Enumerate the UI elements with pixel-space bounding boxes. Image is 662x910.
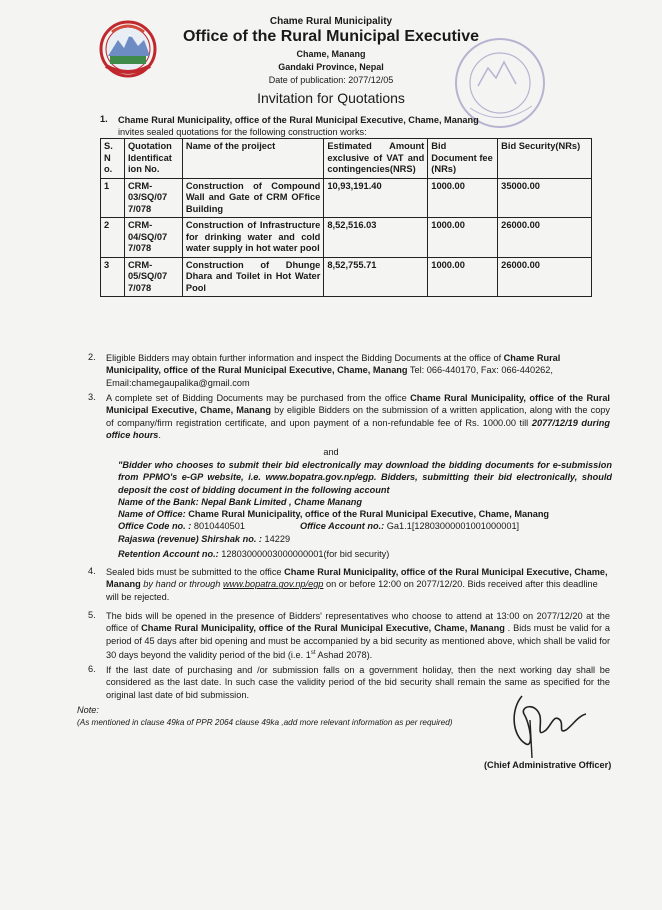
- item-2-office: Chame Rural Municipality, office of the Rural Municipal Executive, Chame, Manang: [106, 353, 561, 376]
- address-line-2: Gandaki Province, Nepal: [278, 62, 384, 72]
- bank-name: Name of the Bank: Nepal Bank Limited , Chame Manang: [118, 497, 363, 507]
- cell-security: 35000.00: [498, 178, 592, 218]
- municipality-name: Chame Rural Municipality: [269, 16, 393, 27]
- cell-amount: 10,93,191.40: [324, 178, 428, 218]
- item-5-number: 5.: [88, 610, 96, 620]
- note-label: Note:: [77, 705, 99, 715]
- rajaswa-line: [118, 533, 612, 545]
- cell-fee: 1000.00: [428, 257, 498, 297]
- cell-project-name: Construction of Infrastructure for drinking water and cold water supply in hot water pool: [182, 218, 323, 258]
- header-bid-security: Bid Security(NRs): [498, 139, 592, 179]
- header-bid-fee: Bid Document fee (NRs): [428, 139, 498, 179]
- item-4-text: [106, 566, 610, 603]
- item-1-line-2: invites sealed quotations for the following construction works:: [118, 127, 367, 137]
- office-code-label: Office Code no. :: [118, 521, 192, 531]
- document-title: Invitation for Quotations: [257, 90, 405, 106]
- item-3-and: and: [323, 447, 339, 457]
- office-account-line: [300, 520, 610, 532]
- egp-link[interactable]: www.bopatra.gov.np/egp: [222, 579, 324, 590]
- header-estimated-amount: Estimated Amount exclusive of VAT and contingencies(NRS): [324, 139, 428, 179]
- item-5-part-d: Ashad 2078).: [315, 649, 373, 660]
- address-line-1: Chame, Manang: [296, 49, 366, 59]
- table-row: [101, 178, 592, 218]
- item-2-part-a: Eligible Bidders may obtain further information and inspect the Bidding Documents at the office of: [106, 353, 504, 363]
- cell-quotation-id: CRM-05/SQ/07 7/078: [124, 257, 182, 297]
- office-name-value: Chame Rural Municipality, office of the Rural Municipal Executive, Chame, Manang: [185, 509, 550, 519]
- item-3-e-submission: "Bidder who chooses to submit their bid electronically may download the bidding documents for e-submission from PPMO's e-GP website, i.e. www.bopatra.gov.np/egp. Bidders, submitting their bid electronically, should deposit the cost of bidding document in the following account: [118, 460, 612, 495]
- cell-sn: 1: [101, 178, 125, 218]
- header-sn: S. N o.: [101, 139, 125, 179]
- item-4-number: 4.: [88, 566, 96, 576]
- item-5-part-a: The bids will be opened in the presence of Bidders' representatives who choose to attend at 13:00 on 2077/12/20 at the office of: [106, 611, 610, 634]
- office-title: Office of the Rural Municipal Executive: [182, 28, 480, 45]
- cell-fee: 1000.00: [428, 218, 498, 258]
- cell-quotation-id: CRM-03/SQ/07 7/078: [124, 178, 182, 218]
- item-4-part-c: by hand or through: [140, 579, 223, 590]
- cell-amount: 8,52,755.71: [324, 257, 428, 297]
- cell-sn: 3: [101, 257, 125, 297]
- cell-project-name: Construction of Compound Wall and Gate of CRM OFfice Building: [182, 178, 323, 218]
- header-quotation-id: Quotation Identificat ion No.: [124, 139, 182, 179]
- retention-value: 12803000003000000001(for bid security): [218, 549, 390, 559]
- office-name-label: Name of Office:: [118, 509, 186, 519]
- item-5-part-c: . Bids must be valid for a period of 45 days after bid opening and must be accompanied by a bid security as mentioned above, which shall be valid for 30 days beyond the validity period of the bid (i.e. 1: [106, 623, 611, 660]
- item-3-office: Chame Rural Municipality, office of the Rural Municipal Executive, Chame, Manang: [106, 393, 610, 416]
- retention-label: Retention Account no.:: [118, 549, 219, 559]
- item-6-text: If the last date of purchasing and /or submission falls on a government holiday, then the next working day shall be considered as the last date. In such case the validity period of the bid security shall remain the same as specified for the original last date of bid submission.: [106, 665, 610, 700]
- item-1-number: 1.: [100, 114, 108, 124]
- cell-sn: 2: [101, 218, 125, 258]
- office-code-value: 8010440501: [191, 521, 245, 531]
- office-account-value: Ga1.1[12803000001001000001]: [384, 521, 520, 531]
- item-4-office: Chame Rural Municipality, office of the Rural Municipal Executive, Chame, Manang: [106, 567, 608, 590]
- item-2-contact: Tel: 066-440170, Fax: 066-440262,: [407, 365, 553, 376]
- item-3-part-c: by eligible Bidders on the submission of a written application, along with the copy of company/firm registration certificate, and upon payment of a non-refundable fee of Rs. 1000.00 till: [106, 405, 611, 428]
- item-5-office: Chame Rural Municipality, office of the Rural Municipal Executive, Chame, Manang: [141, 623, 505, 634]
- cell-fee: 1000.00: [428, 178, 498, 218]
- cell-project-name: Construction of Dhunge Dhara and Toilet in Hot Water Pool: [182, 257, 323, 297]
- header-project-name: Name of the proiject: [182, 139, 323, 179]
- item-2-text: [106, 352, 610, 389]
- item-3-number: 3.: [88, 392, 96, 402]
- office-code-line: [118, 520, 318, 532]
- quotation-table: [100, 138, 592, 297]
- table-header-row: [101, 139, 592, 179]
- table-row: [101, 257, 592, 297]
- item-5-superscript: st: [310, 649, 316, 656]
- cell-quotation-id: CRM-04/SQ/07 7/078: [124, 218, 182, 258]
- item-1-line-1: Chame Rural Municipality, office of the Rural Municipal Executive, Chame, Manang: [118, 115, 479, 125]
- item-3-text: [106, 392, 610, 441]
- item-6-number: 6.: [88, 664, 96, 674]
- signature-icon: [500, 690, 590, 760]
- rajaswa-value: 14229: [262, 534, 291, 544]
- retention-line: [118, 548, 612, 560]
- rajaswa-label: Rajaswa (revenue) Shirshak no. :: [118, 534, 262, 544]
- item-4-part-a: Sealed bids must be submitted to the office: [106, 567, 285, 577]
- office-account-label: Office Account no.:: [300, 521, 385, 531]
- table-row: [101, 218, 592, 258]
- note-text: (As mentioned in clause 49ka of PPR 2064 clause 49ka ,add more relevant information as per required): [77, 718, 453, 727]
- item-2-email: Email:chamegaupalika@gmail.com: [106, 377, 250, 388]
- item-3-period: .: [158, 429, 161, 440]
- item-5-text: [106, 610, 610, 661]
- item-2-number: 2.: [88, 352, 96, 362]
- office-name-line: [118, 508, 612, 520]
- item-3-part-a: A complete set of Bidding Documents may be purchased from the office: [106, 393, 411, 403]
- cell-amount: 8,52,516.03: [324, 218, 428, 258]
- item-4-part-d: on or before 12:00 on 2077/12/20. Bids received after this deadline will be rejected.: [106, 579, 598, 602]
- cell-security: 26000.00: [498, 257, 592, 297]
- signatory-title: (Chief Administrative Officer): [484, 760, 612, 770]
- item-3-deadline: 2077/12/19 during office hours: [106, 417, 610, 440]
- cell-security: 26000.00: [498, 218, 592, 258]
- publication-date: Date of publication: 2077/12/05: [268, 75, 394, 85]
